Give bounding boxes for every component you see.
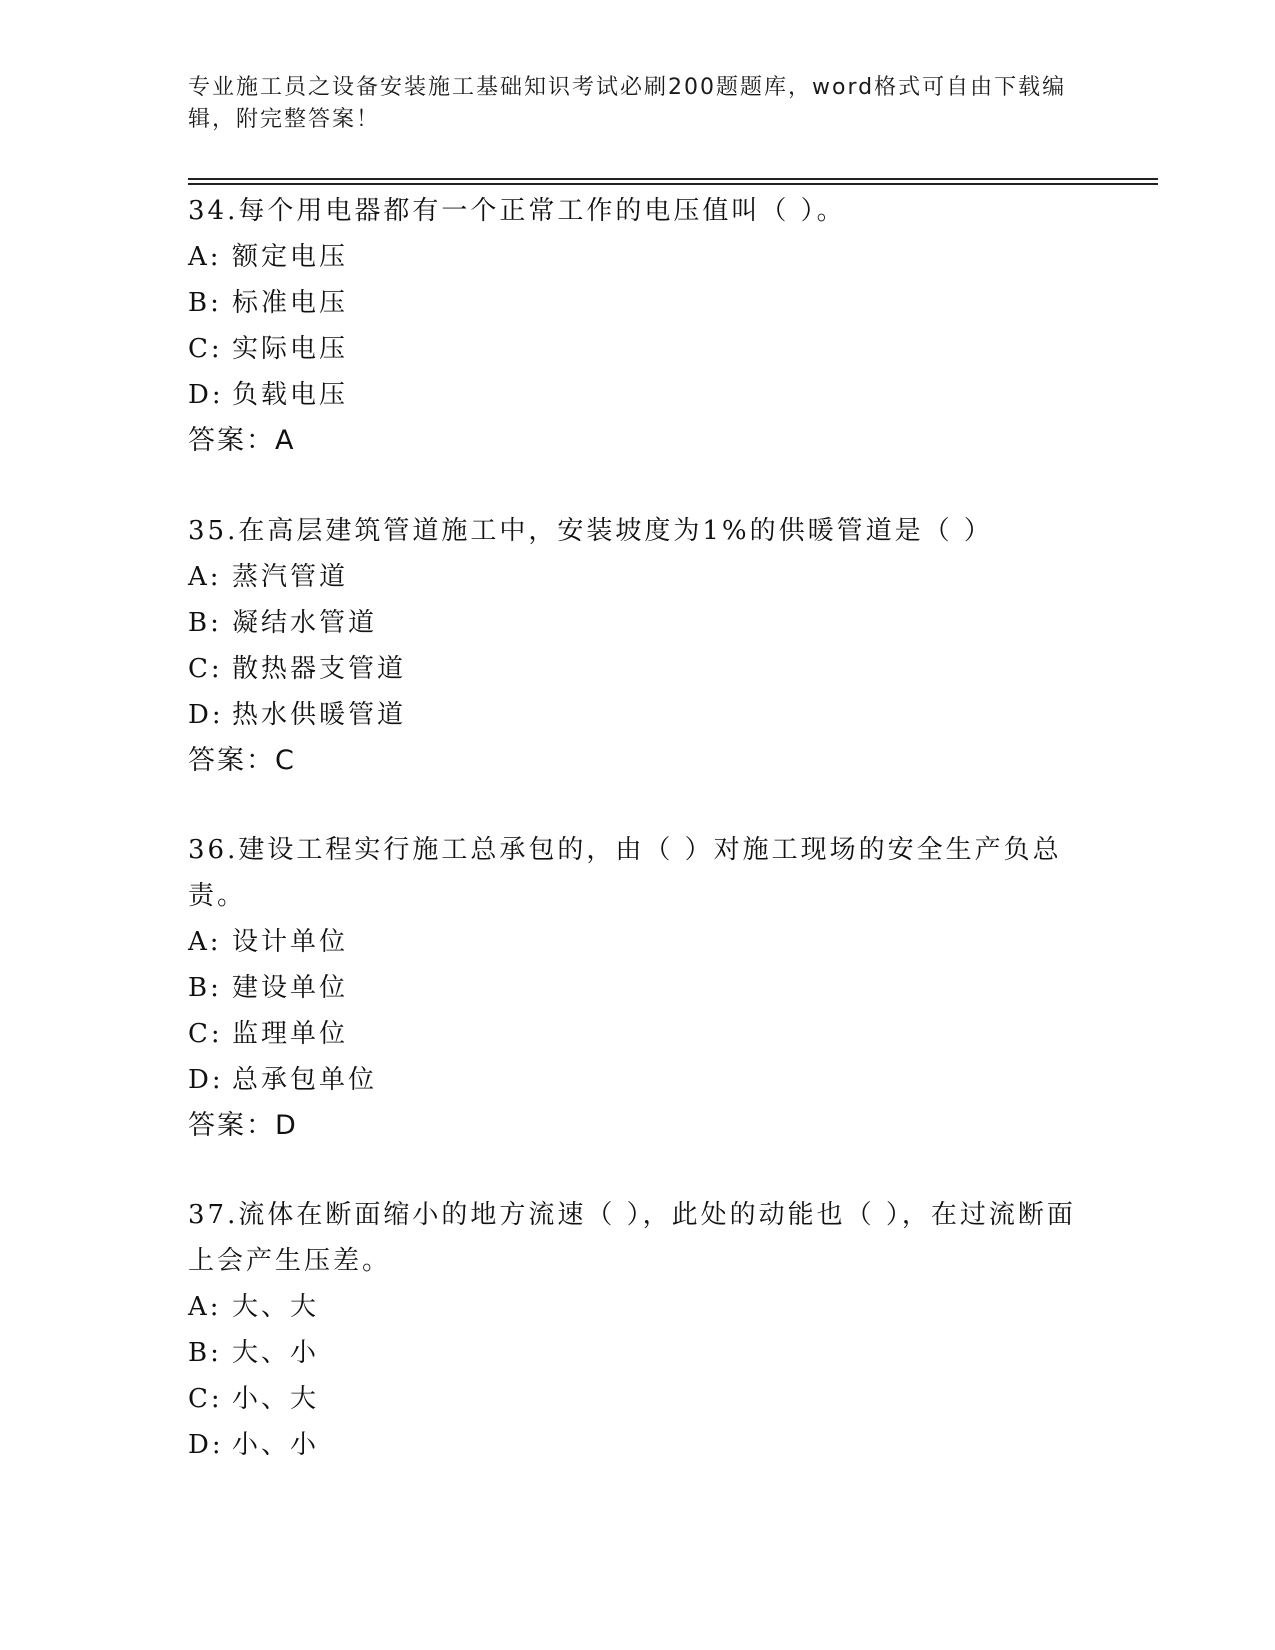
option-a	[188, 1284, 1088, 1330]
option-key: C:	[188, 1384, 223, 1414]
document-header-title: 专业施工员之设备安装施工基础知识考试必刷200题题库，word格式可自由下载编辑，附完整答案！	[188, 75, 1067, 132]
option-key: D:	[188, 700, 224, 730]
option-c	[188, 1376, 1088, 1422]
option-key: A:	[188, 1292, 222, 1322]
answer-line: 答案：D	[188, 1110, 298, 1141]
answer-line: 答案：C	[188, 745, 296, 776]
option-text: 散热器支管道	[232, 654, 407, 684]
option-d	[188, 692, 1088, 738]
option-b	[188, 965, 1088, 1011]
option-text: 建设单位	[232, 973, 349, 1003]
option-text: 凝结水管道	[232, 608, 378, 638]
option-key: D:	[188, 1065, 224, 1095]
option-text: 热水供暖管道	[232, 700, 407, 730]
option-text: 额定电压	[232, 242, 349, 272]
option-b	[188, 1330, 1088, 1376]
option-key: A:	[188, 562, 222, 592]
question-37	[188, 1192, 1088, 1468]
option-key: D:	[188, 1430, 224, 1460]
option-text: 监理单位	[232, 1019, 349, 1049]
question-stem: 34.每个用电器都有一个正常工作的电压值叫（ ）。	[188, 196, 846, 226]
option-a	[188, 554, 1088, 600]
option-text: 实际电压	[232, 334, 349, 364]
question-34	[188, 188, 1088, 464]
option-text: 大、小	[232, 1338, 320, 1368]
option-text: 小、小	[232, 1430, 320, 1460]
question-35	[188, 508, 1088, 784]
option-key: B:	[188, 1338, 222, 1368]
question-stem: 36.建设工程实行施工总承包的，由（ ）对施工现场的安全生产负总责。	[188, 835, 1062, 911]
answer-line: 答案：A	[188, 425, 296, 456]
option-key: B:	[188, 288, 222, 318]
option-d	[188, 1422, 1088, 1468]
question-stem: 37.流体在断面缩小的地方流速（ ），此处的动能也（ ），在过流断面上会产生压差。	[188, 1200, 1076, 1276]
option-d	[188, 1057, 1088, 1103]
option-text: 负载电压	[232, 380, 349, 410]
option-key: C:	[188, 654, 223, 684]
option-b	[188, 280, 1088, 326]
option-c	[188, 1011, 1088, 1057]
option-a	[188, 919, 1088, 965]
header-divider-top	[188, 178, 1158, 180]
option-d	[188, 372, 1088, 418]
option-text: 小、大	[232, 1384, 320, 1414]
option-b	[188, 600, 1088, 646]
question-36	[188, 827, 1088, 1149]
option-key: D:	[188, 380, 224, 410]
option-key: A:	[188, 927, 222, 957]
option-key: A:	[188, 242, 222, 272]
header-divider-bottom	[188, 183, 1158, 185]
option-key: C:	[188, 334, 223, 364]
option-text: 设计单位	[232, 927, 349, 957]
option-a	[188, 234, 1088, 280]
option-key: B:	[188, 973, 222, 1003]
question-stem: 35.在高层建筑管道施工中，安装坡度为1%的供暖管道是（ ）	[188, 516, 993, 546]
option-text: 标准电压	[232, 288, 349, 318]
option-text: 大、大	[232, 1292, 320, 1322]
option-c	[188, 646, 1088, 692]
option-text: 蒸汽管道	[232, 562, 349, 592]
option-text: 总承包单位	[232, 1065, 378, 1095]
option-c	[188, 326, 1088, 372]
option-key: C:	[188, 1019, 223, 1049]
option-key: B:	[188, 608, 222, 638]
